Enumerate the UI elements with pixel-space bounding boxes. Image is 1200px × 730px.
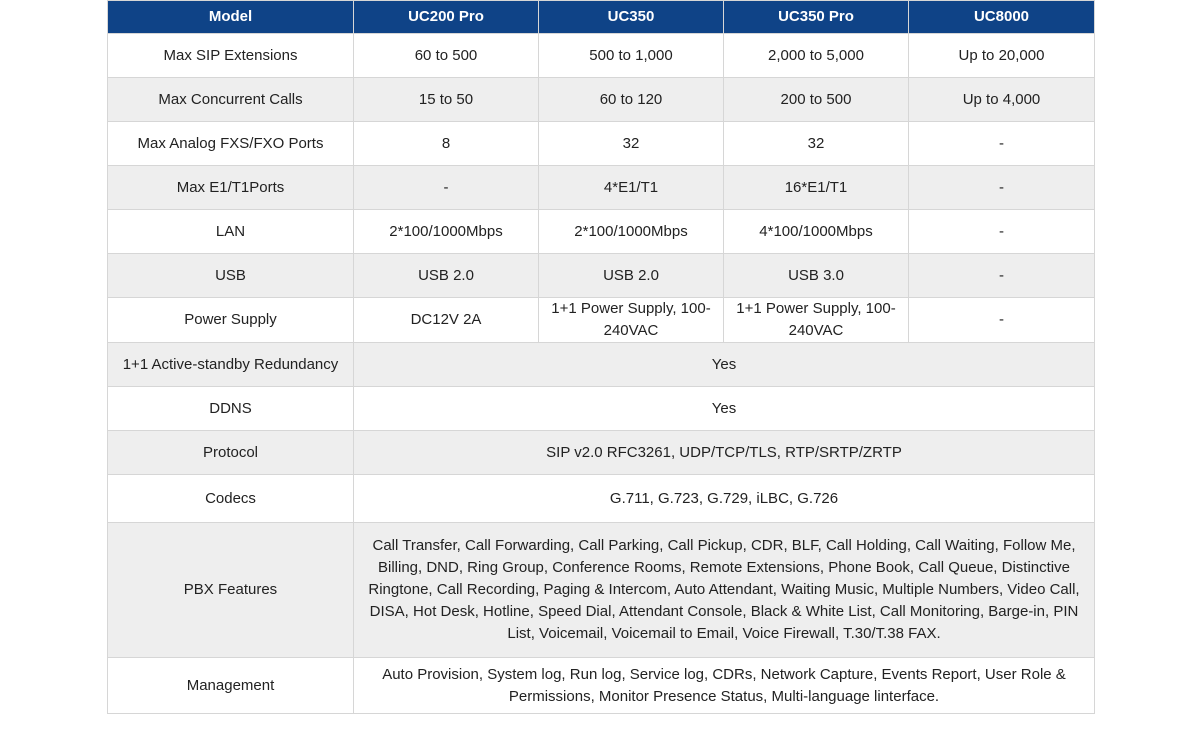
table-row: [108, 343, 1095, 387]
table-cell: 1+1 Power Supply, 100-240VAC: [724, 298, 909, 343]
table-cell: 15 to 50: [354, 78, 539, 122]
row-label: USB: [108, 254, 354, 298]
header-uc8000: UC8000: [909, 1, 1095, 34]
table-row: [108, 658, 1095, 714]
table-cell: -: [909, 298, 1095, 343]
table-cell: Up to 4,000: [909, 78, 1095, 122]
row-label: Management: [108, 658, 354, 714]
table-cell: 60 to 120: [539, 78, 724, 122]
row-label: Max SIP Extensions: [108, 34, 354, 78]
table-cell: 2,000 to 5,000: [724, 34, 909, 78]
table-row: [108, 475, 1095, 523]
table-cell: 2*100/1000Mbps: [539, 210, 724, 254]
header-model: Model: [108, 1, 354, 34]
comparison-table-container: [107, 0, 1094, 714]
table-row: [108, 254, 1095, 298]
table-cell: -: [354, 166, 539, 210]
table-cell: 4*E1/T1: [539, 166, 724, 210]
table-cell: 32: [724, 122, 909, 166]
table-cell: 4*100/1000Mbps: [724, 210, 909, 254]
row-label: Protocol: [108, 431, 354, 475]
table-cell: 60 to 500: [354, 34, 539, 78]
row-label: Max Analog FXS/FXO Ports: [108, 122, 354, 166]
table-cell: -: [909, 254, 1095, 298]
table-cell: -: [909, 122, 1095, 166]
table-cell: 1+1 Power Supply, 100-240VAC: [539, 298, 724, 343]
header-uc350-pro: UC350 Pro: [724, 1, 909, 34]
row-label: LAN: [108, 210, 354, 254]
table-row: [108, 431, 1095, 475]
spanning-cell: Yes: [354, 387, 1095, 431]
row-label: PBX Features: [108, 523, 354, 658]
table-cell: 200 to 500: [724, 78, 909, 122]
table-cell: 16*E1/T1: [724, 166, 909, 210]
table-cell: USB 3.0: [724, 254, 909, 298]
row-label: Codecs: [108, 475, 354, 523]
row-label: 1+1 Active-standby Redundancy: [108, 343, 354, 387]
table-row: [108, 210, 1095, 254]
table-header-row: [108, 1, 1095, 34]
table-cell: DC12V 2A: [354, 298, 539, 343]
table-row: [108, 387, 1095, 431]
table-row: [108, 78, 1095, 122]
product-comparison-table: [107, 0, 1095, 714]
spanning-cell: Yes: [354, 343, 1095, 387]
spanning-cell: SIP v2.0 RFC3261, UDP/TCP/TLS, RTP/SRTP/ZRTP: [354, 431, 1095, 475]
spanning-cell: G.711, G.723, G.729, iLBC, G.726: [354, 475, 1095, 523]
table-cell: USB 2.0: [539, 254, 724, 298]
row-label: DDNS: [108, 387, 354, 431]
row-label: Max E1/T1Ports: [108, 166, 354, 210]
table-cell: 2*100/1000Mbps: [354, 210, 539, 254]
table-cell: Up to 20,000: [909, 34, 1095, 78]
row-label: Max Concurrent Calls: [108, 78, 354, 122]
spanning-cell: Call Transfer, Call Forwarding, Call Parking, Call Pickup, CDR, BLF, Call Holding, Call Waiting, Follow Me, Billing, DND, Ring Group, Conference Rooms, Remote Extensions, Phone Book, Call Queue, Distinctive Ringtone, Call Recording, Paging & Intercom, Auto Attendant, Waiting Music, Multiple Numbers, Video Call, DISA, Hot Desk, Hotline, Speed Dial, Attendant Console, Black & White List, Call Monitoring, Barge-in, PIN List, Voicemail, Voicemail to Email, Voice Firewall, T.30/T.38 FAX.: [354, 523, 1095, 658]
table-row: [108, 34, 1095, 78]
spanning-cell: Auto Provision, System log, Run log, Service log, CDRs, Network Capture, Events Report, User Role & Permissions, Monitor Presence Status, Multi-language linterface.: [354, 658, 1095, 714]
table-cell: -: [909, 210, 1095, 254]
table-row: [108, 166, 1095, 210]
table-row: [108, 298, 1095, 343]
header-uc350: UC350: [539, 1, 724, 34]
table-row: [108, 523, 1095, 658]
table-row: [108, 122, 1095, 166]
table-cell: 8: [354, 122, 539, 166]
table-cell: 500 to 1,000: [539, 34, 724, 78]
row-label: Power Supply: [108, 298, 354, 343]
header-uc200-pro: UC200 Pro: [354, 1, 539, 34]
table-cell: USB 2.0: [354, 254, 539, 298]
table-cell: 32: [539, 122, 724, 166]
table-cell: -: [909, 166, 1095, 210]
